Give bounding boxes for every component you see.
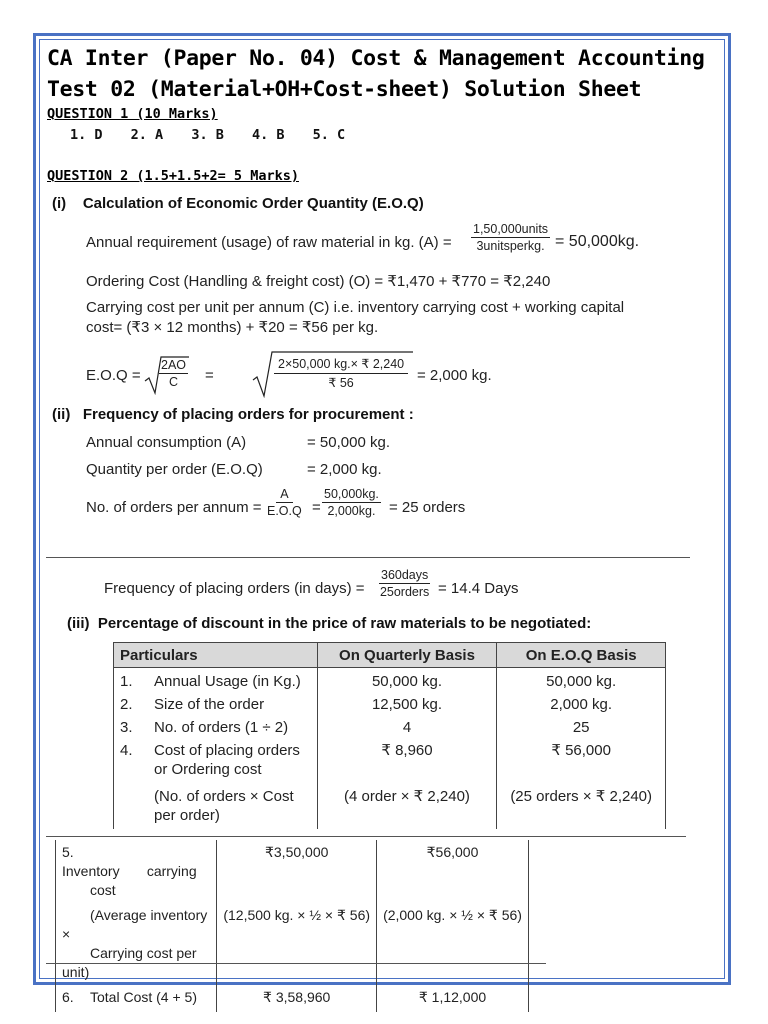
table-row (114, 693, 666, 716)
comparison-table (113, 642, 666, 829)
title-line-2: Test 02 (Material+OH+Cost-sheet) Solution Sheet (47, 77, 642, 102)
row-label: Annual Usage (in Kg.) (154, 673, 301, 690)
answer-3: 3. B (191, 127, 224, 143)
row-eoq-value: 25 (497, 716, 666, 739)
table-row (56, 903, 529, 985)
row-quarterly-value: ₹ 3,58,960 (217, 985, 377, 1012)
table-row (114, 716, 666, 739)
eoq-value-fraction (274, 356, 408, 390)
part-3-heading: (iii) Percentage of discount in the price of raw materials to be negotiated: (67, 615, 592, 632)
eoq-label: E.O.Q = (86, 367, 141, 384)
eoq-value-numerator: 2×50,000 kg.× ₹ 2,240 (274, 356, 408, 374)
ordering-cost-line: Ordering Cost (Handling & freight cost) (O) = ₹1,470 + ₹770 = ₹2,240 (86, 273, 551, 290)
annual-requirement-fraction (471, 222, 550, 253)
comparison-table-continued (55, 840, 529, 1012)
annual-requirement-label: Annual requirement (usage) of raw material in kg. (A) = (86, 234, 452, 251)
part-1-heading: (i) Calculation of Economic Order Quantity (E.O.Q) (52, 195, 424, 212)
row-note-line-1: (Average inventory × (62, 907, 208, 942)
annual-requirement-result: = 50,000kg. (555, 233, 640, 250)
eoq-formula-fraction (159, 358, 188, 389)
row-eoq-value: ₹ 1,12,000 (377, 985, 529, 1012)
annual-consumption-value: = 50,000 kg. (307, 434, 390, 451)
row-number: 6. (62, 989, 74, 1005)
row-eoq-value: ₹56,000 (377, 840, 529, 903)
row-label-line-2: or Ordering cost (154, 761, 262, 778)
qty-per-order-label: Quantity per order (E.O.Q) (86, 461, 263, 478)
orders-fraction-2 (322, 487, 381, 518)
table-row (56, 840, 529, 903)
orders-denominator-1: E.O.Q (267, 504, 302, 518)
orders-fraction-1 (267, 487, 302, 518)
column-header-quarterly: On Quarterly Basis (317, 643, 497, 668)
orders-numerator-2: 50,000kg. (324, 487, 379, 501)
answer-2: 2. A (130, 127, 164, 143)
section-divider (46, 557, 690, 558)
title-line-1: CA Inter (Paper No. 04) Cost & Management Accounting (47, 46, 705, 71)
row-eoq-note: (25 orders × ₹ 2,240) (497, 781, 666, 829)
annual-consumption-label: Annual consumption (A) (86, 434, 247, 451)
row-number: 4. (120, 742, 133, 759)
eoq-equals: = (205, 367, 214, 384)
row-number: 3. (120, 719, 133, 736)
eoq-value-denominator: ₹ 56 (328, 376, 354, 390)
qty-per-order-value: = 2,000 kg. (307, 461, 382, 478)
row-quarterly-value: 50,000 kg. (317, 668, 497, 694)
table-row (56, 985, 529, 1012)
question-2-heading: QUESTION 2 (1.5+1.5+2= 5 Marks) (47, 168, 299, 184)
row-note-line-2: per order) (154, 807, 220, 824)
carrying-cost-line-1: Carrying cost per unit per annum (C) i.e. inventory carrying cost + working capital (86, 299, 625, 316)
frequency-days-fraction (379, 568, 430, 599)
column-header-eoq: On E.O.Q Basis (497, 643, 666, 668)
table-row (114, 668, 666, 694)
table-bottom-line (46, 963, 546, 964)
orders-result: = 25 orders (389, 499, 466, 516)
annual-requirement-denominator: 3unitsperkg. (476, 239, 545, 253)
row-eoq-value: 2,000 kg. (497, 693, 666, 716)
orders-equals: = (312, 499, 321, 516)
eoq-formula-denominator: C (168, 375, 179, 389)
row-label-line-1: Inventory carrying (62, 863, 197, 879)
answer-4: 4. B (251, 127, 285, 143)
orders-numerator-1: A (276, 487, 292, 503)
part-2-heading: (ii) Frequency of placing orders for procurement : (52, 406, 414, 423)
row-quarterly-note: (4 order × ₹ 2,240) (317, 781, 497, 829)
row-label: Total Cost (4 + 5) (90, 989, 197, 1005)
frequency-days-numerator: 360days (381, 568, 429, 582)
row-quarterly-value: ₹ 8,960 (317, 739, 497, 781)
table-row (114, 781, 666, 829)
frequency-days-label: Frequency of placing orders (in days) = (104, 580, 365, 597)
row-label-line-2: cost (90, 882, 116, 898)
frequency-days-denominator: 25orders (379, 585, 430, 599)
column-header-particulars: Particulars (114, 643, 318, 668)
orders-denominator-2: 2,000kg. (327, 504, 376, 518)
question-1-heading: QUESTION 1 (10 Marks) (47, 106, 218, 122)
row-label: Size of the order (154, 696, 265, 713)
table-divider (46, 836, 686, 837)
row-quarterly-value: 4 (317, 716, 497, 739)
row-quarterly-value: 12,500 kg. (317, 693, 497, 716)
frequency-days-result: = 14.4 Days (438, 580, 519, 597)
table-row (114, 739, 666, 781)
annual-requirement-numerator: 1,50,000units (473, 222, 549, 236)
question-1-answers (70, 127, 365, 143)
table-header-row (114, 643, 666, 668)
carrying-cost-line-2: cost= (₹3 × 12 months) + ₹20 = ₹56 per kg. (86, 319, 379, 336)
row-quarterly-value: ₹3,50,000 (217, 840, 377, 903)
answer-5: 5. C (312, 127, 346, 143)
answer-1: 1. D (70, 127, 103, 143)
row-eoq-value: ₹ 56,000 (497, 739, 666, 781)
row-label: No. of orders (1 ÷ 2) (154, 719, 289, 736)
row-number: 1. (120, 673, 133, 690)
row-number: 2. (120, 696, 133, 713)
row-label-line-1: Cost of placing orders (154, 742, 300, 759)
row-note-line-1: (No. of orders × Cost (154, 788, 294, 805)
eoq-result: = 2,000 kg. (417, 367, 492, 384)
orders-per-annum-label: No. of orders per annum = (86, 499, 262, 516)
row-note-line-2: Carrying cost per unit) (62, 945, 197, 980)
row-quarterly-note: (12,500 kg. × ½ × ₹ 56) (217, 903, 377, 985)
row-number: 5. (62, 844, 74, 860)
row-eoq-note: (2,000 kg. × ½ × ₹ 56) (377, 903, 529, 985)
row-eoq-value: 50,000 kg. (497, 668, 666, 694)
eoq-formula-numerator: 2AO (161, 358, 187, 372)
